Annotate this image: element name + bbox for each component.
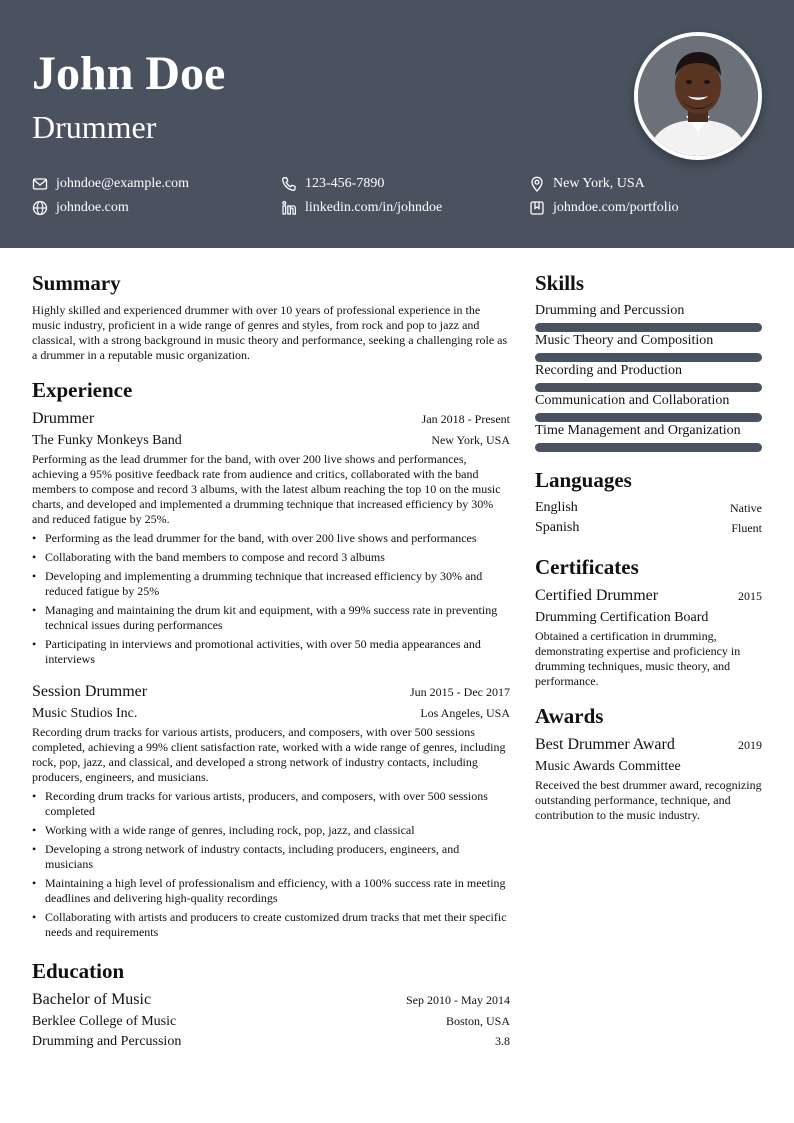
- education-field: Drumming and Percussion: [32, 1034, 182, 1049]
- summary-text: Highly skilled and experienced drummer with over 10 years of professional experience in the music industry, proficient in a wide range of genres and styles, from rock and pop to jazz and classical, with a strong background in music theory and performance, seeking a challenging role as a drummer in a reputable music organization.: [32, 303, 508, 362]
- contact-email[interactable]: [32, 176, 189, 192]
- job-description: Performing as the lead drummer for the band, with over 200 live shows and performances, achieving a 95% positive feedback rate from audience and critics, collaborated with the band members to compose and record 3 albums, with the latest album reaching the top 10 on the music charts, and developed and implemented a drumming technique that increased efficiency by 30% and reduced fatigue by 25%.: [32, 452, 501, 526]
- linkedin-text: linkedin.com/in/johndoe: [305, 200, 443, 215]
- job-role: Drummer: [32, 410, 95, 427]
- award-description: Received the best drummer award, recognizing outstanding performance, technique, and contribution to the music industry.: [535, 778, 762, 822]
- list-item: • Recording drum tracks for various artists, producers, and composers, with over 500 sessions completed: [32, 789, 510, 819]
- map-pin-icon: [529, 176, 545, 192]
- languages-heading: Languages: [535, 468, 632, 492]
- skill-bar: [535, 383, 762, 392]
- list-item: • Maintaining a high level of professionalism and efficiency, with a 100% success rate in meeting deadlines and delivering high-quality recordings: [32, 876, 510, 906]
- list-item: • Participating in interviews and promotional activities, with over 50 media appearances and interviews: [32, 637, 510, 667]
- list-item: • Performing as the lead drummer for the band, with over 200 live shows and performances: [32, 531, 510, 546]
- language-level: Fluent: [731, 521, 762, 535]
- job-bullet-list: [32, 789, 510, 944]
- portfolio-text: johndoe.com/portfolio: [553, 200, 679, 215]
- language-level: Native: [730, 501, 762, 515]
- globe-icon: [32, 200, 48, 216]
- list-item: • Developing a strong network of industry contacts, including producers, engineers, and musicians: [32, 842, 510, 872]
- skill-label: Music Theory and Composition: [535, 333, 714, 348]
- job-dates: Jun 2015 - Dec 2017: [410, 685, 510, 699]
- language-name: Spanish: [535, 520, 580, 535]
- location-text: New York, USA: [553, 176, 645, 191]
- education-gpa: 3.8: [495, 1034, 510, 1048]
- list-item: • Collaborating with artists and producers to create customized drum tracks that met their specific needs and requirements: [32, 910, 510, 940]
- education-dates: Sep 2010 - May 2014: [406, 993, 510, 1007]
- education-heading: Education: [32, 959, 125, 983]
- skill-bar: [535, 323, 762, 332]
- contact-website[interactable]: [32, 200, 129, 216]
- job-dates: Jan 2018 - Present: [421, 412, 510, 426]
- list-item: • Collaborating with the band members to compose and record 3 albums: [32, 550, 510, 565]
- award-year: 2019: [738, 738, 762, 752]
- certificate-issuer: Drumming Certification Board: [535, 610, 709, 625]
- skill-label: Drumming and Percussion: [535, 303, 685, 318]
- profile-photo: [634, 32, 762, 160]
- summary-heading: Summary: [32, 271, 121, 295]
- candidate-name: John Doe: [32, 47, 226, 100]
- skill-label: Communication and Collaboration: [535, 393, 730, 408]
- certificates-heading: Certificates: [535, 555, 639, 579]
- certificate-description: Obtained a certification in drumming, demonstrating expertise and proficiency in drumming techniques, music theory, and performance.: [535, 629, 741, 688]
- email-text: johndoe@example.com: [56, 176, 190, 191]
- contact-location: [529, 176, 645, 192]
- linkedin-icon: [281, 200, 297, 216]
- education-location: Boston, USA: [445, 1014, 510, 1028]
- job-company: Music Studios Inc.: [32, 706, 138, 721]
- education-degree: Bachelor of Music: [32, 991, 152, 1008]
- experience-heading: Experience: [32, 378, 133, 402]
- job-company: The Funky Monkeys Band: [32, 433, 182, 448]
- list-item: • Working with a wide range of genres, including rock, pop, jazz, and classical: [32, 823, 510, 838]
- certificate-title: Certified Drummer: [535, 587, 659, 604]
- skill-bar: [535, 353, 762, 362]
- skill-label: Time Management and Organization: [535, 423, 741, 438]
- contact-linkedin[interactable]: [281, 200, 442, 216]
- contact-phone[interactable]: [281, 176, 384, 192]
- mail-icon: [32, 176, 48, 192]
- bookmark-icon: [529, 200, 545, 216]
- education-school: Berklee College of Music: [32, 1014, 177, 1029]
- person-portrait-icon: [638, 36, 758, 156]
- skill-bar: [535, 443, 762, 452]
- job-location: New York, USA: [431, 433, 510, 447]
- website-text: johndoe.com: [56, 200, 129, 215]
- list-item: • Managing and maintaining the drum kit and equipment, with a 99% success rate in preventing technical issues during performances: [32, 603, 510, 633]
- list-item: • Developing and implementing a drumming technique that increased efficiency by 30% and reduced fatigue by 25%: [32, 569, 510, 599]
- awards-heading: Awards: [535, 704, 604, 728]
- award-issuer: Music Awards Committee: [535, 759, 681, 774]
- resume-header: [0, 0, 794, 248]
- job-location: Los Angeles, USA: [420, 706, 510, 720]
- phone-text: 123-456-7890: [305, 176, 385, 191]
- job-bullet-list: [32, 531, 510, 671]
- contact-portfolio[interactable]: [529, 200, 679, 216]
- job-role: Session Drummer: [32, 683, 148, 700]
- language-name: English: [535, 500, 578, 515]
- skill-label: Recording and Production: [535, 363, 682, 378]
- skills-heading: Skills: [535, 271, 585, 295]
- certificate-year: 2015: [738, 589, 762, 603]
- skill-bar: [535, 413, 762, 422]
- job-description: Recording drum tracks for various artists, producers, and composers, with over 500 sessions completed, achieving a 99% client satisfaction rate, worked with a wide range of genres, including rock, pop, jazz, and classical, and developed a strong network of industry contacts, including producers, engineers, and musicians.: [32, 725, 506, 784]
- job-title: Drummer: [32, 109, 157, 145]
- award-title: Best Drummer Award: [535, 736, 675, 753]
- phone-icon: [281, 176, 297, 192]
